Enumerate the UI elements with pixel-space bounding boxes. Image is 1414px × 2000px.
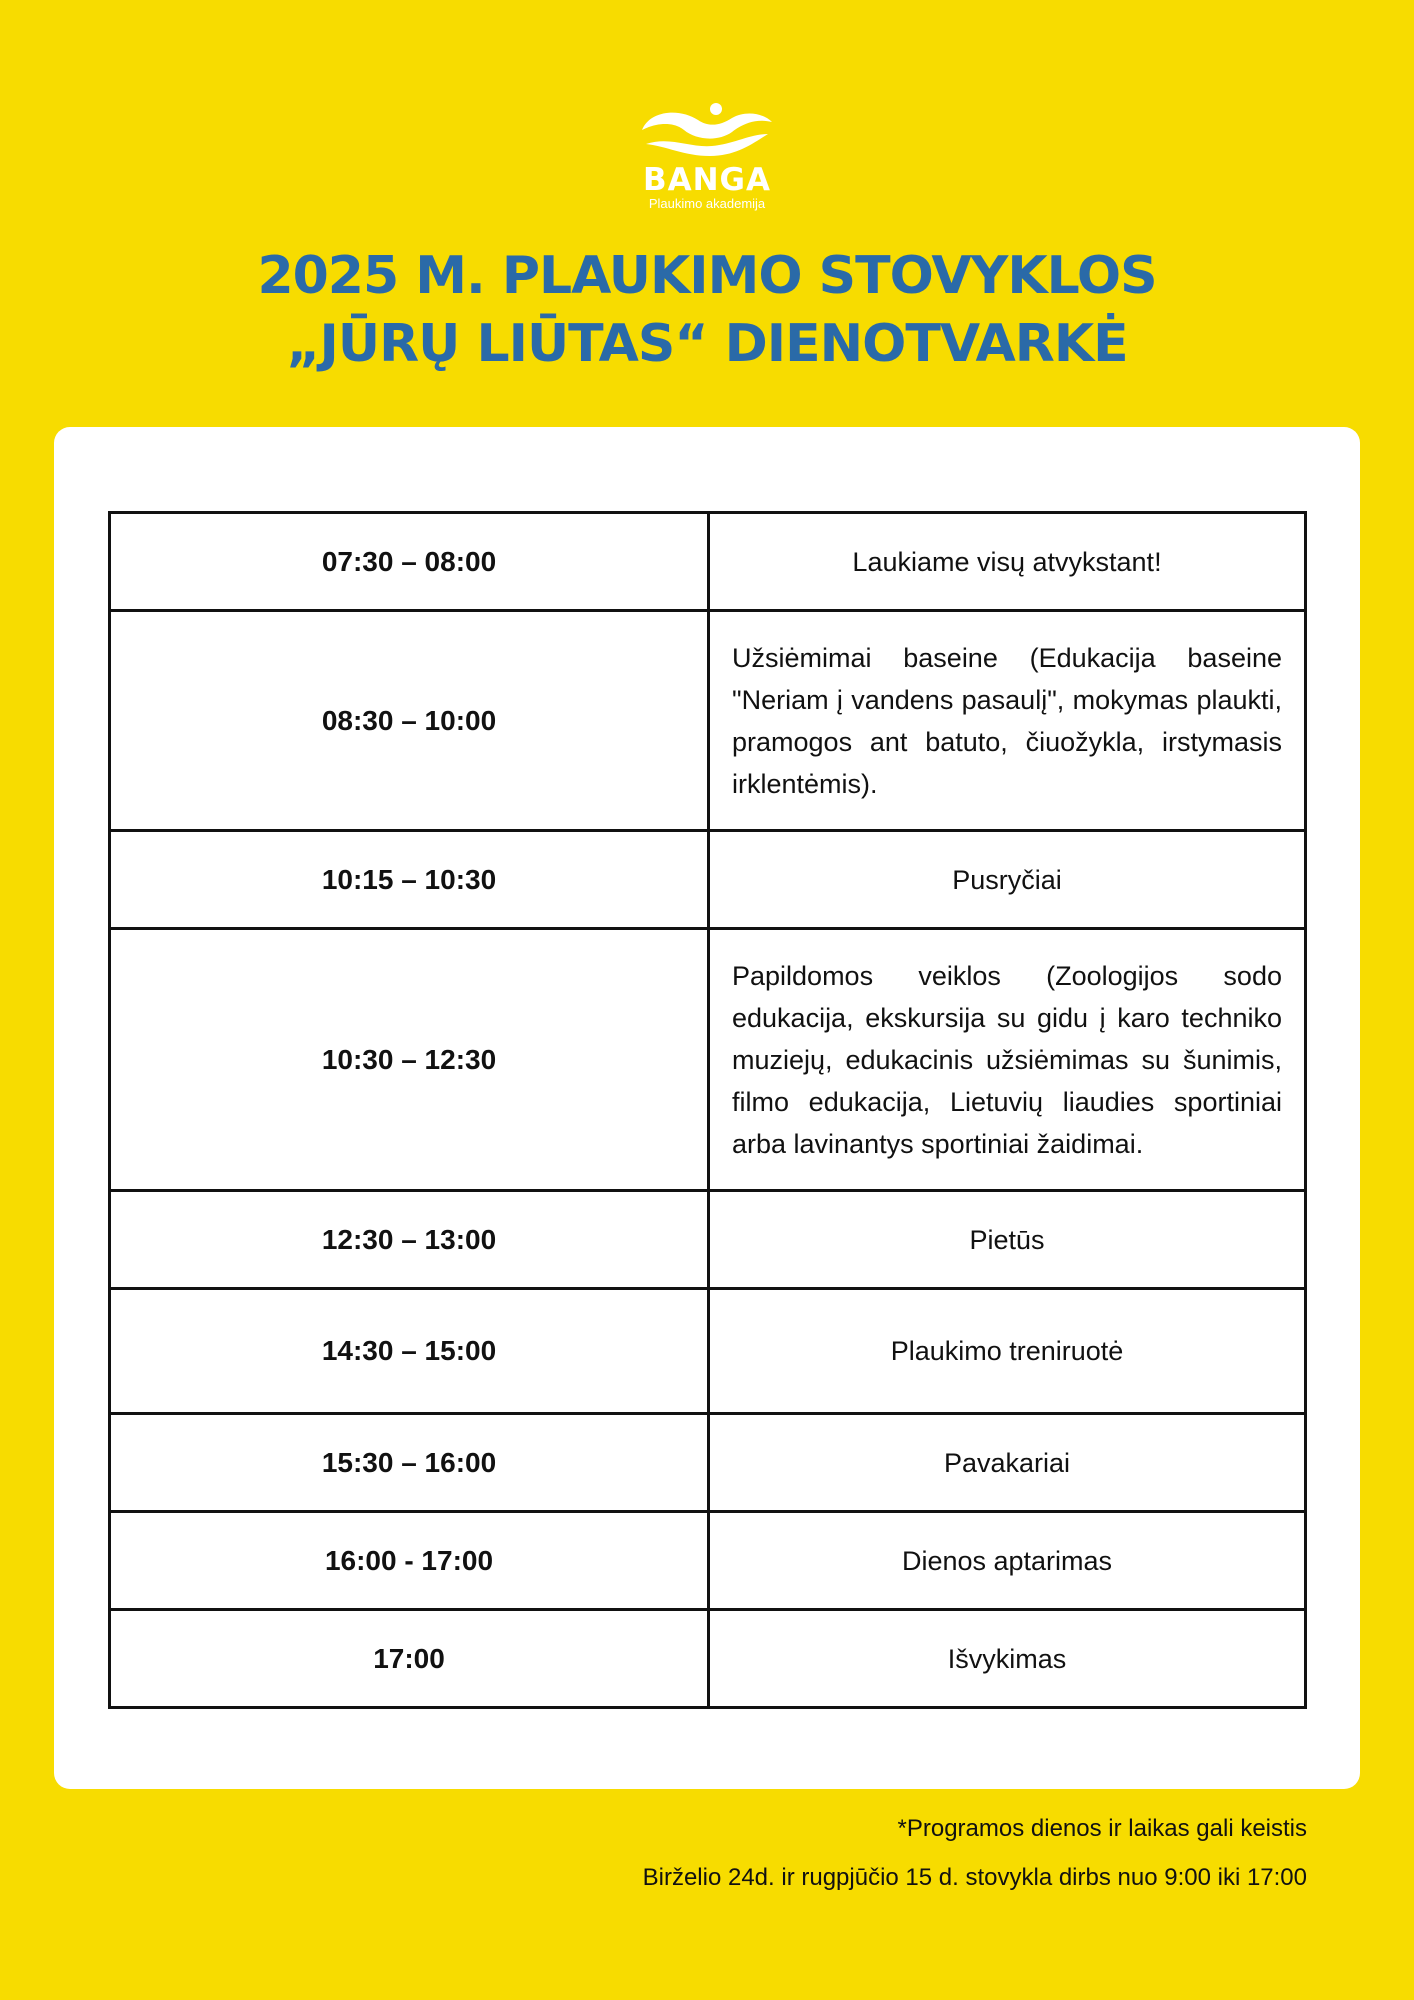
activity-cell: Papildomos veiklos (Zoologijos sodo edukacija, ekskursija su gidu į karo techniko muziejų, edukacinis užsiėmimas su šunimis, filmo edukacija, Lietuvių liaudies sportiniai arba lavinantys sportiniai žaidimai. — [709, 929, 1306, 1191]
page-title — [0, 242, 1414, 378]
wave-icon — [640, 100, 774, 160]
time-cell: 14:30 – 15:00 — [110, 1289, 709, 1414]
title-line-1: 2025 M. PLAUKIMO STOVYKLOS — [257, 246, 1157, 306]
table-row — [110, 1289, 1306, 1414]
activity-cell: Laukiame visų atvykstant! — [709, 513, 1306, 611]
time-cell: 08:30 – 10:00 — [110, 611, 709, 831]
activity-cell: Išvykimas — [709, 1610, 1306, 1708]
table-row — [110, 611, 1306, 831]
table-row — [110, 513, 1306, 611]
table-row — [110, 1610, 1306, 1708]
schedule-table — [108, 511, 1307, 1709]
time-cell: 15:30 – 16:00 — [110, 1414, 709, 1512]
activity-cell: Pavakariai — [709, 1414, 1306, 1512]
disclaimer-note: *Programos dienos ir laikas gali keistis — [897, 1815, 1307, 1842]
activity-cell: Plaukimo treniruotė — [709, 1289, 1306, 1414]
time-cell: 12:30 – 13:00 — [110, 1191, 709, 1289]
time-cell: 10:30 – 12:30 — [110, 929, 709, 1191]
time-cell: 10:15 – 10:30 — [110, 831, 709, 929]
time-cell: 17:00 — [110, 1610, 709, 1708]
table-row — [110, 831, 1306, 929]
working-hours-note: Birželio 24d. ir rugpjūčio 15 d. stovykla dirbs nuo 9:00 iki 17:00 — [642, 1864, 1307, 1891]
table-row — [110, 1512, 1306, 1610]
table-row — [110, 1191, 1306, 1289]
footer-notes — [643, 1804, 1307, 1902]
banga-logo — [640, 100, 774, 228]
table-row — [110, 1414, 1306, 1512]
table-row — [110, 929, 1306, 1191]
activity-cell: Užsiėmimai baseine (Edukacija baseine "Neriam į vandens pasaulį", mokymas plaukti, pramogos ant batuto, čiuožykla, irstymasis irklentėmis). — [709, 611, 1306, 831]
activity-cell: Dienos aptarimas — [709, 1512, 1306, 1610]
logo-name: BANGA — [642, 162, 771, 198]
activity-cell: Pietūs — [709, 1191, 1306, 1289]
time-cell: 07:30 – 08:00 — [110, 513, 709, 611]
title-line-2: „JŪRŲ LIŪTAS“ DIENOTVARKĖ — [286, 314, 1128, 374]
logo-subtitle: Plaukimo akademija — [648, 196, 766, 211]
activity-cell: Pusryčiai — [709, 831, 1306, 929]
schedule-card — [54, 427, 1360, 1789]
time-cell: 16:00 - 17:00 — [110, 1512, 709, 1610]
